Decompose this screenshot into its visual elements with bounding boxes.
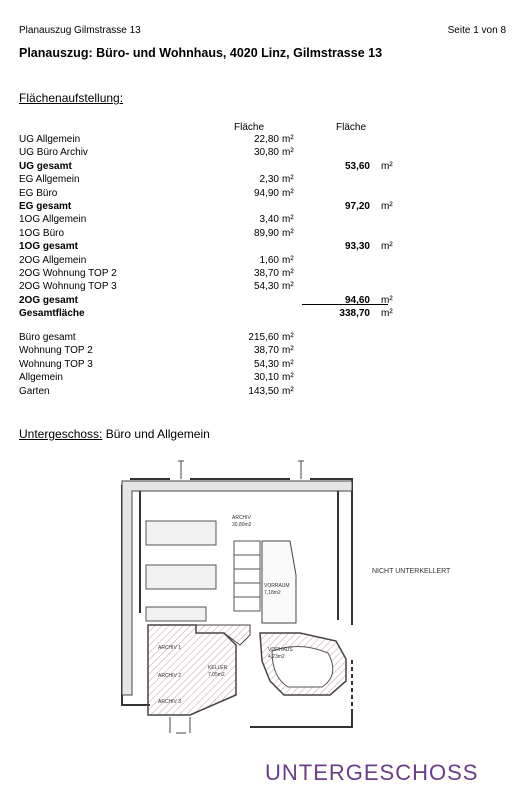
summary-row (0, 371, 516, 384)
label-archiv2: ARCHIV 2 (158, 673, 182, 679)
label-archiv-area: 30,80m2 (232, 522, 252, 528)
plan-heading (19, 427, 210, 441)
area-row-value: 30,80 (253, 147, 279, 159)
label-archiv3: ARCHIV 3 (158, 699, 182, 705)
area-row-unit: m² (282, 268, 294, 279)
col1-header: Fläche (234, 122, 265, 133)
area-row-total: 338,70 (339, 308, 370, 320)
area-row-label: Gesamtfläche (19, 308, 85, 320)
area-row-label: 1OG Allgemein (19, 214, 87, 226)
summary-row-label: Büro gesamt (19, 332, 76, 343)
area-row-label: UG Allgemein (19, 134, 81, 145)
area-row-label: 1OG gesamt (19, 241, 78, 253)
area-row-total: 97,20 (344, 201, 370, 212)
area-row-label: 2OG Allgemein (19, 254, 87, 266)
area-row-total-unit: m² (381, 201, 393, 212)
area-row-total: 53,60 (344, 160, 370, 172)
area-row-unit: m² (282, 187, 294, 199)
area-row-unit: m² (282, 214, 294, 226)
area-row-unit: m² (282, 174, 294, 186)
area-row (0, 173, 516, 186)
area-row (0, 307, 516, 320)
summary-row-unit: m² (282, 358, 294, 370)
area-row (0, 267, 516, 280)
label-archiv1: ARCHIV 1 (158, 645, 182, 651)
header-page-number: Seite 1 von 8 (447, 25, 506, 36)
area-row-value: 38,70 (253, 268, 279, 279)
area-row-label: 2OG Wohnung TOP 3 (19, 281, 117, 293)
area-row-value: 54,30 (253, 281, 279, 293)
header-left: Planauszug Gilmstrasse 13 (19, 25, 141, 36)
area-row-total: 94,60 (344, 294, 370, 306)
area-row-label: UG gesamt (19, 160, 72, 172)
area-row (0, 133, 516, 146)
area-row-value: 22,80 (253, 134, 279, 145)
area-row-value: 2,30 (259, 174, 279, 186)
area-row-total-unit: m² (381, 294, 393, 306)
plan-heading-rest: Büro und Allgemein (102, 427, 210, 441)
label-vorhaus: VORHAUS (268, 647, 293, 653)
area-row-label: 2OG gesamt (19, 294, 78, 306)
area-row-total-unit: m² (381, 308, 393, 320)
area-row-value: 1,60 (259, 254, 279, 266)
area-row-total-unit: m² (381, 241, 393, 253)
area-row (0, 187, 516, 200)
area-row-value: 94,90 (253, 187, 279, 199)
area-row-label: UG Büro Archiv (19, 147, 88, 159)
col2-header: Fläche (336, 122, 367, 133)
area-row (0, 213, 516, 226)
area-row (0, 146, 516, 159)
area-row-unit: m² (282, 147, 294, 159)
label-archiv: ARCHIV (232, 515, 251, 521)
area-row-label: EG gesamt (19, 201, 72, 212)
document-title: Planauszug: Büro- und Wohnhaus, 4020 Linz, Gilmstrasse 13 (19, 46, 383, 60)
area-row-value: 89,90 (253, 227, 279, 239)
areas-heading: Flächenaufstellung: (19, 91, 124, 105)
summary-row-unit: m² (282, 372, 294, 384)
area-row-label: 2OG Wohnung TOP 2 (19, 268, 117, 279)
sum-line (302, 304, 388, 305)
area-row (0, 160, 516, 173)
label-vorraum: VORRAUM (264, 583, 290, 589)
label-vorhaus-area: 4,23m2 (268, 654, 285, 660)
area-row-value: 3,40 (259, 214, 279, 226)
area-row (0, 294, 516, 307)
summary-row-label: Garten (19, 385, 50, 397)
summary-row-label: Wohnung TOP 2 (19, 345, 93, 357)
floor-plan (0, 455, 516, 755)
area-row-unit: m² (282, 254, 294, 266)
summary-row-value: 143,50 (248, 385, 279, 397)
label-vorraum-area: 7,18m2 (264, 590, 281, 596)
area-row (0, 240, 516, 253)
area-row-unit: m² (282, 227, 294, 239)
label-keller-area: 7,05m2 (208, 672, 225, 678)
summary-row-unit: m² (282, 385, 294, 397)
summary-row-label: Allgemein (19, 372, 63, 384)
summary-row-value: 30,10 (253, 372, 279, 384)
summary-row (0, 358, 516, 371)
summary-row-value: 54,30 (253, 358, 279, 370)
area-row-label: EG Büro (19, 187, 58, 199)
area-row-total: 93,30 (344, 241, 370, 253)
area-row-unit: m² (282, 281, 294, 293)
area-row (0, 254, 516, 267)
area-row-unit: m² (282, 134, 294, 145)
summary-row (0, 344, 516, 357)
summary-row (0, 385, 516, 398)
summary-row-unit: m² (282, 332, 294, 343)
label-nicht-unterkellert: NICHT UNTERKELLERT (372, 568, 451, 575)
plan-bottom-title: UNTERGESCHOSS (265, 760, 479, 785)
area-row-label: EG Allgemein (19, 174, 80, 186)
summary-row-label: Wohnung TOP 3 (19, 358, 93, 370)
plan-heading-underlined: Untergeschoss: (19, 427, 103, 441)
area-row-total-unit: m² (381, 160, 393, 172)
summary-row-value: 38,70 (253, 345, 279, 357)
area-row (0, 227, 516, 240)
summary-row-value: 215,60 (248, 332, 279, 343)
summary-row (0, 331, 516, 344)
area-row (0, 280, 516, 293)
area-row (0, 200, 516, 213)
summary-row-unit: m² (282, 345, 294, 357)
area-row-label: 1OG Büro (19, 227, 65, 239)
label-keller: KELLER (208, 665, 228, 671)
